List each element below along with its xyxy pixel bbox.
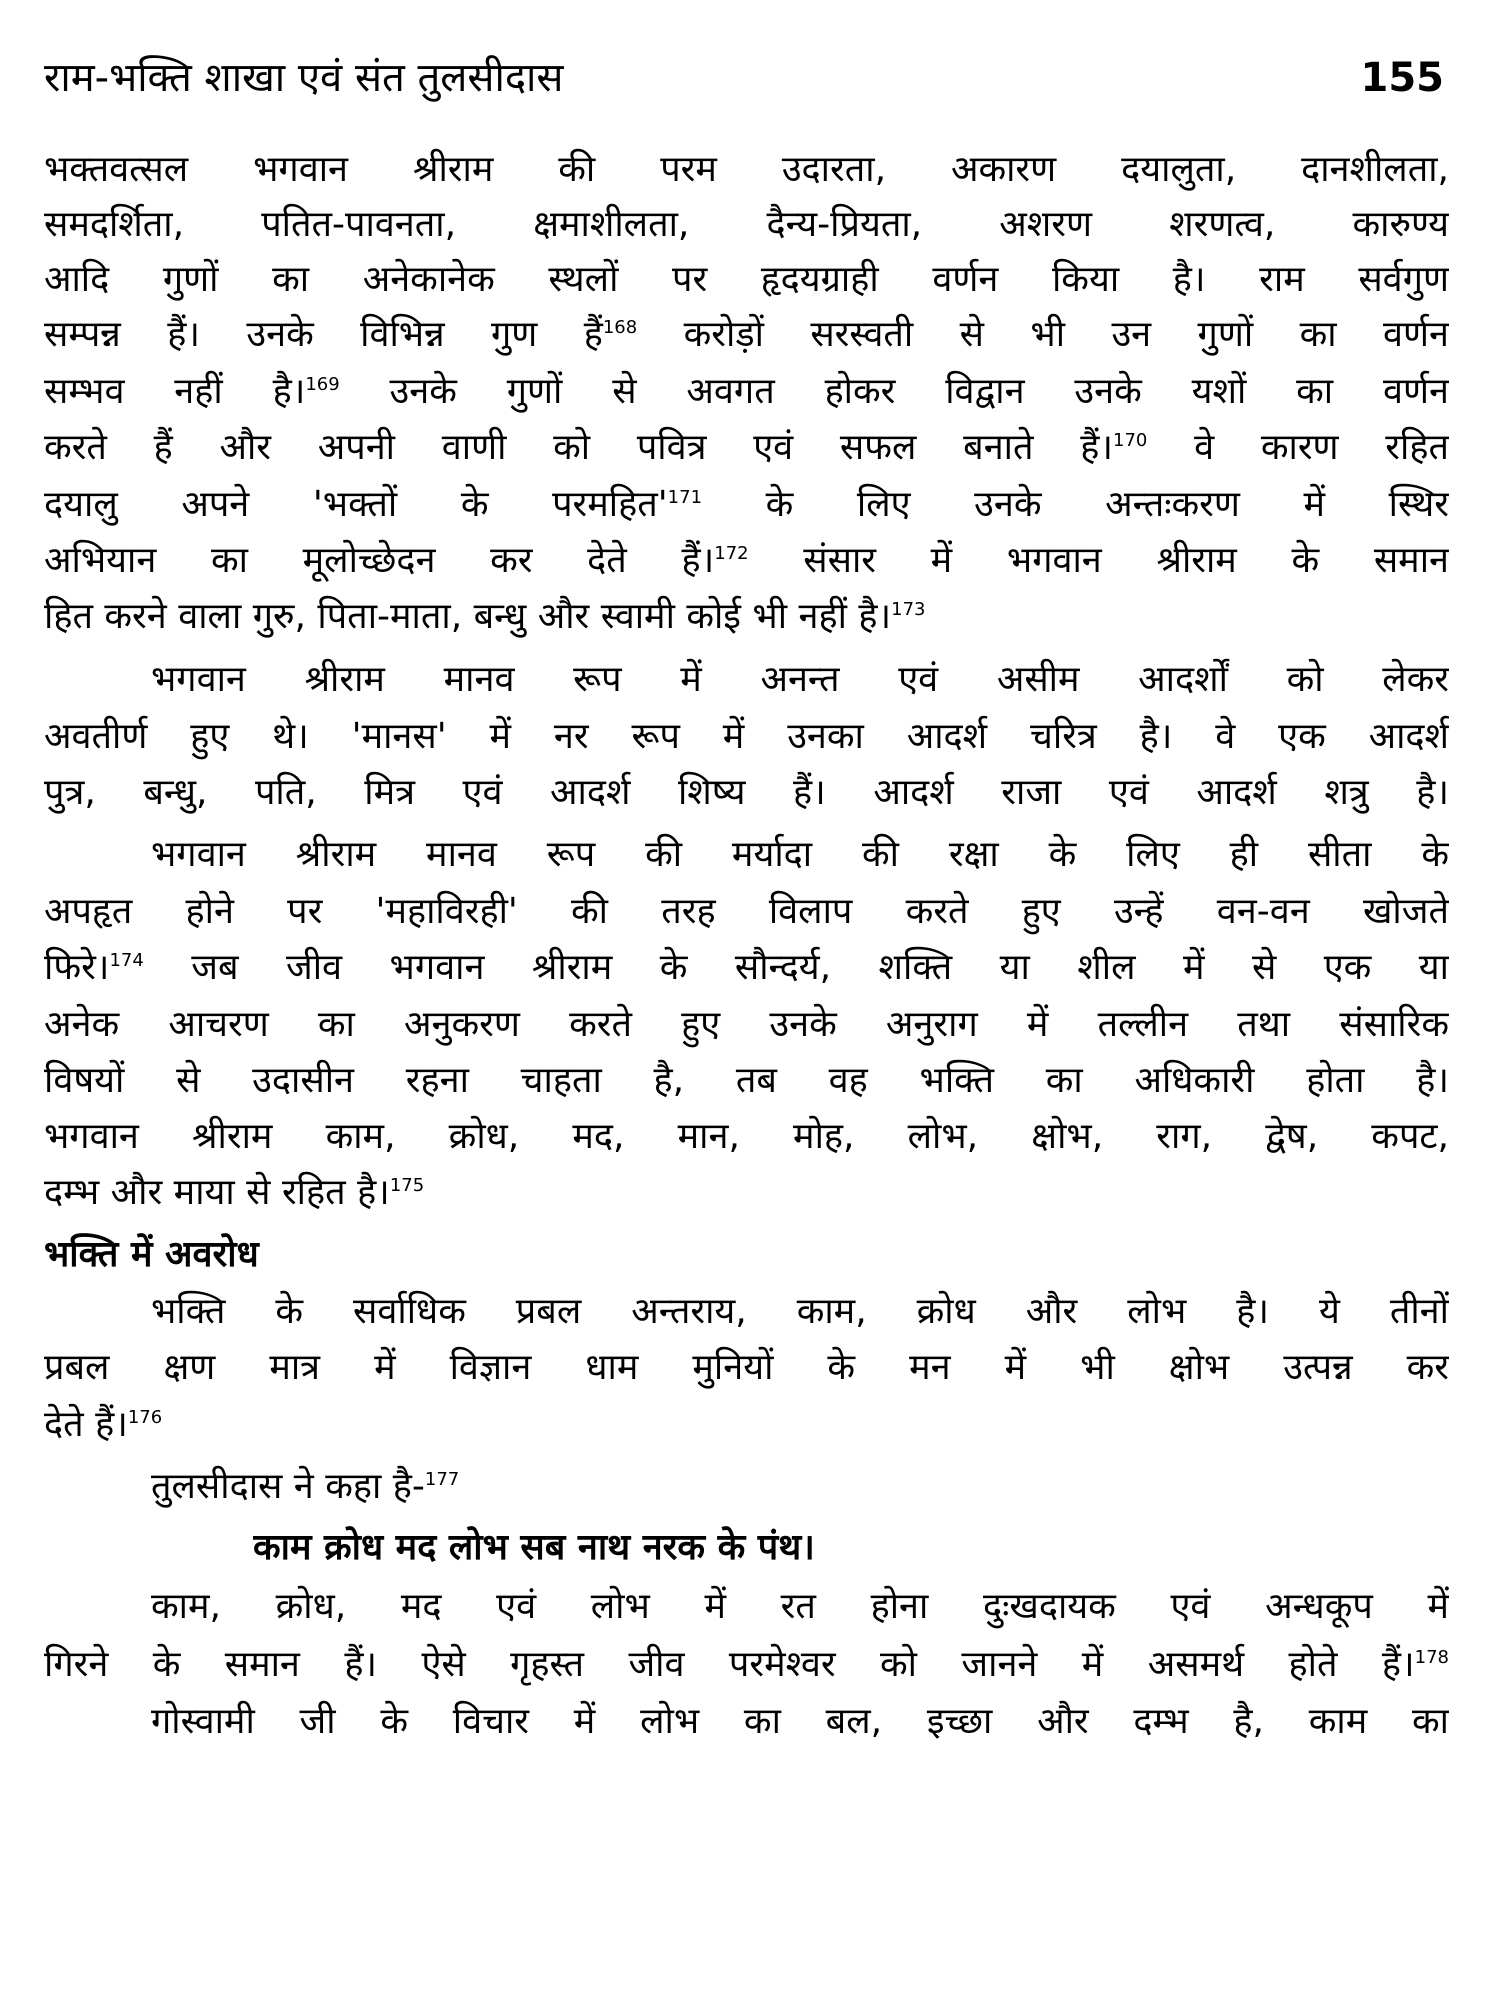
line-text: करते हैं और अपनी वाणी को पवित्र एवं सफल बनाते हैं। <box>44 427 1114 468</box>
text-line <box>44 480 1449 530</box>
footnote-ref: 176 <box>127 1407 163 1428</box>
line-text: के लिए उनके अन्तःकरण में स्थिर <box>702 484 1449 525</box>
text-line <box>44 1056 1449 1106</box>
line-text: अनेक आचरण का अनुकरण करते हुए उनके अनुराग में तल्लीन तथा संसारिक <box>44 1004 1449 1045</box>
text-line <box>44 423 1449 473</box>
text-line <box>44 145 1449 195</box>
text-line <box>44 310 1449 360</box>
line-text: अभियान का मूलोच्छेदन कर देते हैं। <box>44 540 715 581</box>
footnote-ref: 171 <box>667 487 703 508</box>
footnote-ref: 177 <box>424 1469 460 1490</box>
line-text: प्रबल क्षण मात्र में विज्ञान धाम मुनियों के मन में भी क्षोभ उत्पन्न कर <box>44 1347 1449 1388</box>
text-line <box>151 655 1449 705</box>
line-text: तुलसीदास ने कहा है- <box>151 1466 425 1507</box>
line-text: गिरने के समान हैं। ऐसे गृहस्त जीव परमेश्वर को जानने में असमर्थ होते हैं। <box>44 1644 1415 1685</box>
text-line <box>44 1400 1449 1450</box>
footnote-ref: 175 <box>389 1175 425 1196</box>
text-line <box>151 830 1449 880</box>
line-text: पुत्र, बन्धु, पति, मित्र एवं आदर्श शिष्य हैं। आदर्श राजा एवं आदर्श शत्रु है। <box>44 772 1449 813</box>
heading-line <box>253 1523 1449 1573</box>
line-text: काम क्रोध मद लोभ सब नाथ नरक के पंथ। <box>253 1527 815 1568</box>
line-text: करोड़ों सरस्वती से भी उन गुणों का वर्णन <box>637 314 1449 355</box>
line-text: भक्ति के सर्वाधिक प्रबल अन्तराय, काम, क्रोध और लोभ है। ये तीनों <box>151 1291 1449 1332</box>
line-text: समदर्शिता, पतित-पावनता, क्षमाशीलता, दैन्य-प्रियता, अशरण शरणत्व, कारुण्य <box>44 204 1449 245</box>
line-text: सम्भव नहीं है। <box>44 371 306 412</box>
line-text: आदि गुणों का अनेकानेक स्थलों पर हृदयग्राही वर्णन किया है। राम सर्वगुण <box>44 259 1449 300</box>
line-text: देते हैं। <box>44 1404 128 1445</box>
line-text: भक्तवत्सल भगवान श्रीराम की परम उदारता, अकारण दयालुता, दानशीलता, <box>44 149 1449 190</box>
line-text: भगवान श्रीराम मानव रूप में अनन्त एवं असीम आदर्शों को लेकर <box>151 659 1449 700</box>
line-text: अवतीर्ण हुए थे। 'मानस' में नर रूप में उनका आदर्श चरित्र है। वे एक आदर्श <box>44 716 1449 757</box>
footnote-ref: 170 <box>1113 430 1148 451</box>
text-line <box>44 768 1449 818</box>
line-text: दयालु अपने 'भक्तों के परमहित' <box>44 484 668 525</box>
text-line <box>44 367 1449 417</box>
text-line <box>44 1168 1449 1218</box>
line-text: उनके गुणों से अवगत होकर विद्वान उनके यशों का वर्णन <box>339 371 1449 412</box>
line-text: गोस्वामी जी के विचार में लोभ का बल, इच्छा और दम्भ है, काम का <box>151 1701 1449 1742</box>
page-number: 155 <box>1360 55 1444 101</box>
text-line <box>44 1343 1449 1393</box>
line-text: भक्ति में अवरोध <box>44 1234 259 1275</box>
line-text: हित करने वाला गुरु, पिता-माता, बन्धु और स्वामी कोई भी नहीं है। <box>44 596 892 637</box>
footnote-ref: 178 <box>1414 1647 1449 1668</box>
line-text: अपहृत होने पर 'महाविरही' की तरह विलाप करते हुए उन्हें वन-वन खोजते <box>44 891 1449 932</box>
line-text: वे कारण रहित <box>1147 427 1449 468</box>
line-text: काम, क्रोध, मद एवं लोभ में रत होना दुःखदायक एवं अन्धकूप में <box>151 1586 1449 1627</box>
text-line <box>44 1112 1449 1162</box>
text-line <box>44 255 1449 305</box>
text-line <box>44 200 1449 250</box>
text-line <box>44 712 1449 762</box>
text-line <box>44 887 1449 937</box>
running-title: राम-भक्ति शाखा एवं संत तुलसीदास <box>44 55 564 101</box>
line-text: जब जीव भगवान श्रीराम के सौन्दर्य, शक्ति या शील में से एक या <box>143 947 1449 988</box>
line-text: दम्भ और माया से रहित है। <box>44 1172 390 1213</box>
footnote-ref: 173 <box>891 599 926 620</box>
text-line <box>151 1582 1449 1632</box>
text-line <box>151 1697 1449 1747</box>
line-text: विषयों से उदासीन रहना चाहता है, तब वह भक्ति का अधिकारी होता है। <box>44 1060 1449 1101</box>
line-text: सम्पन्न हैं। उनके विभिन्न गुण हैं <box>44 314 603 355</box>
text-line <box>44 592 1449 642</box>
text-line <box>44 943 1449 993</box>
line-text: संसार में भगवान श्रीराम के समान <box>748 540 1449 581</box>
footnote-ref: 174 <box>109 950 144 971</box>
text-line <box>151 1462 1449 1512</box>
page-header <box>44 48 1444 108</box>
line-text: फिरे। <box>44 947 110 988</box>
footnote-ref: 168 <box>602 317 638 338</box>
text-line <box>44 1000 1449 1050</box>
text-line <box>151 1287 1449 1337</box>
heading-line <box>44 1230 1449 1280</box>
text-line <box>44 536 1449 586</box>
text-line <box>44 1640 1449 1690</box>
footnote-ref: 169 <box>305 374 340 395</box>
line-text: भगवान श्रीराम मानव रूप की मर्यादा की रक्षा के लिए ही सीता के <box>151 834 1449 875</box>
line-text: भगवान श्रीराम काम, क्रोध, मद, मान, मोह, लोभ, क्षोभ, राग, द्वेष, कपट, <box>44 1116 1449 1157</box>
footnote-ref: 172 <box>714 543 749 564</box>
